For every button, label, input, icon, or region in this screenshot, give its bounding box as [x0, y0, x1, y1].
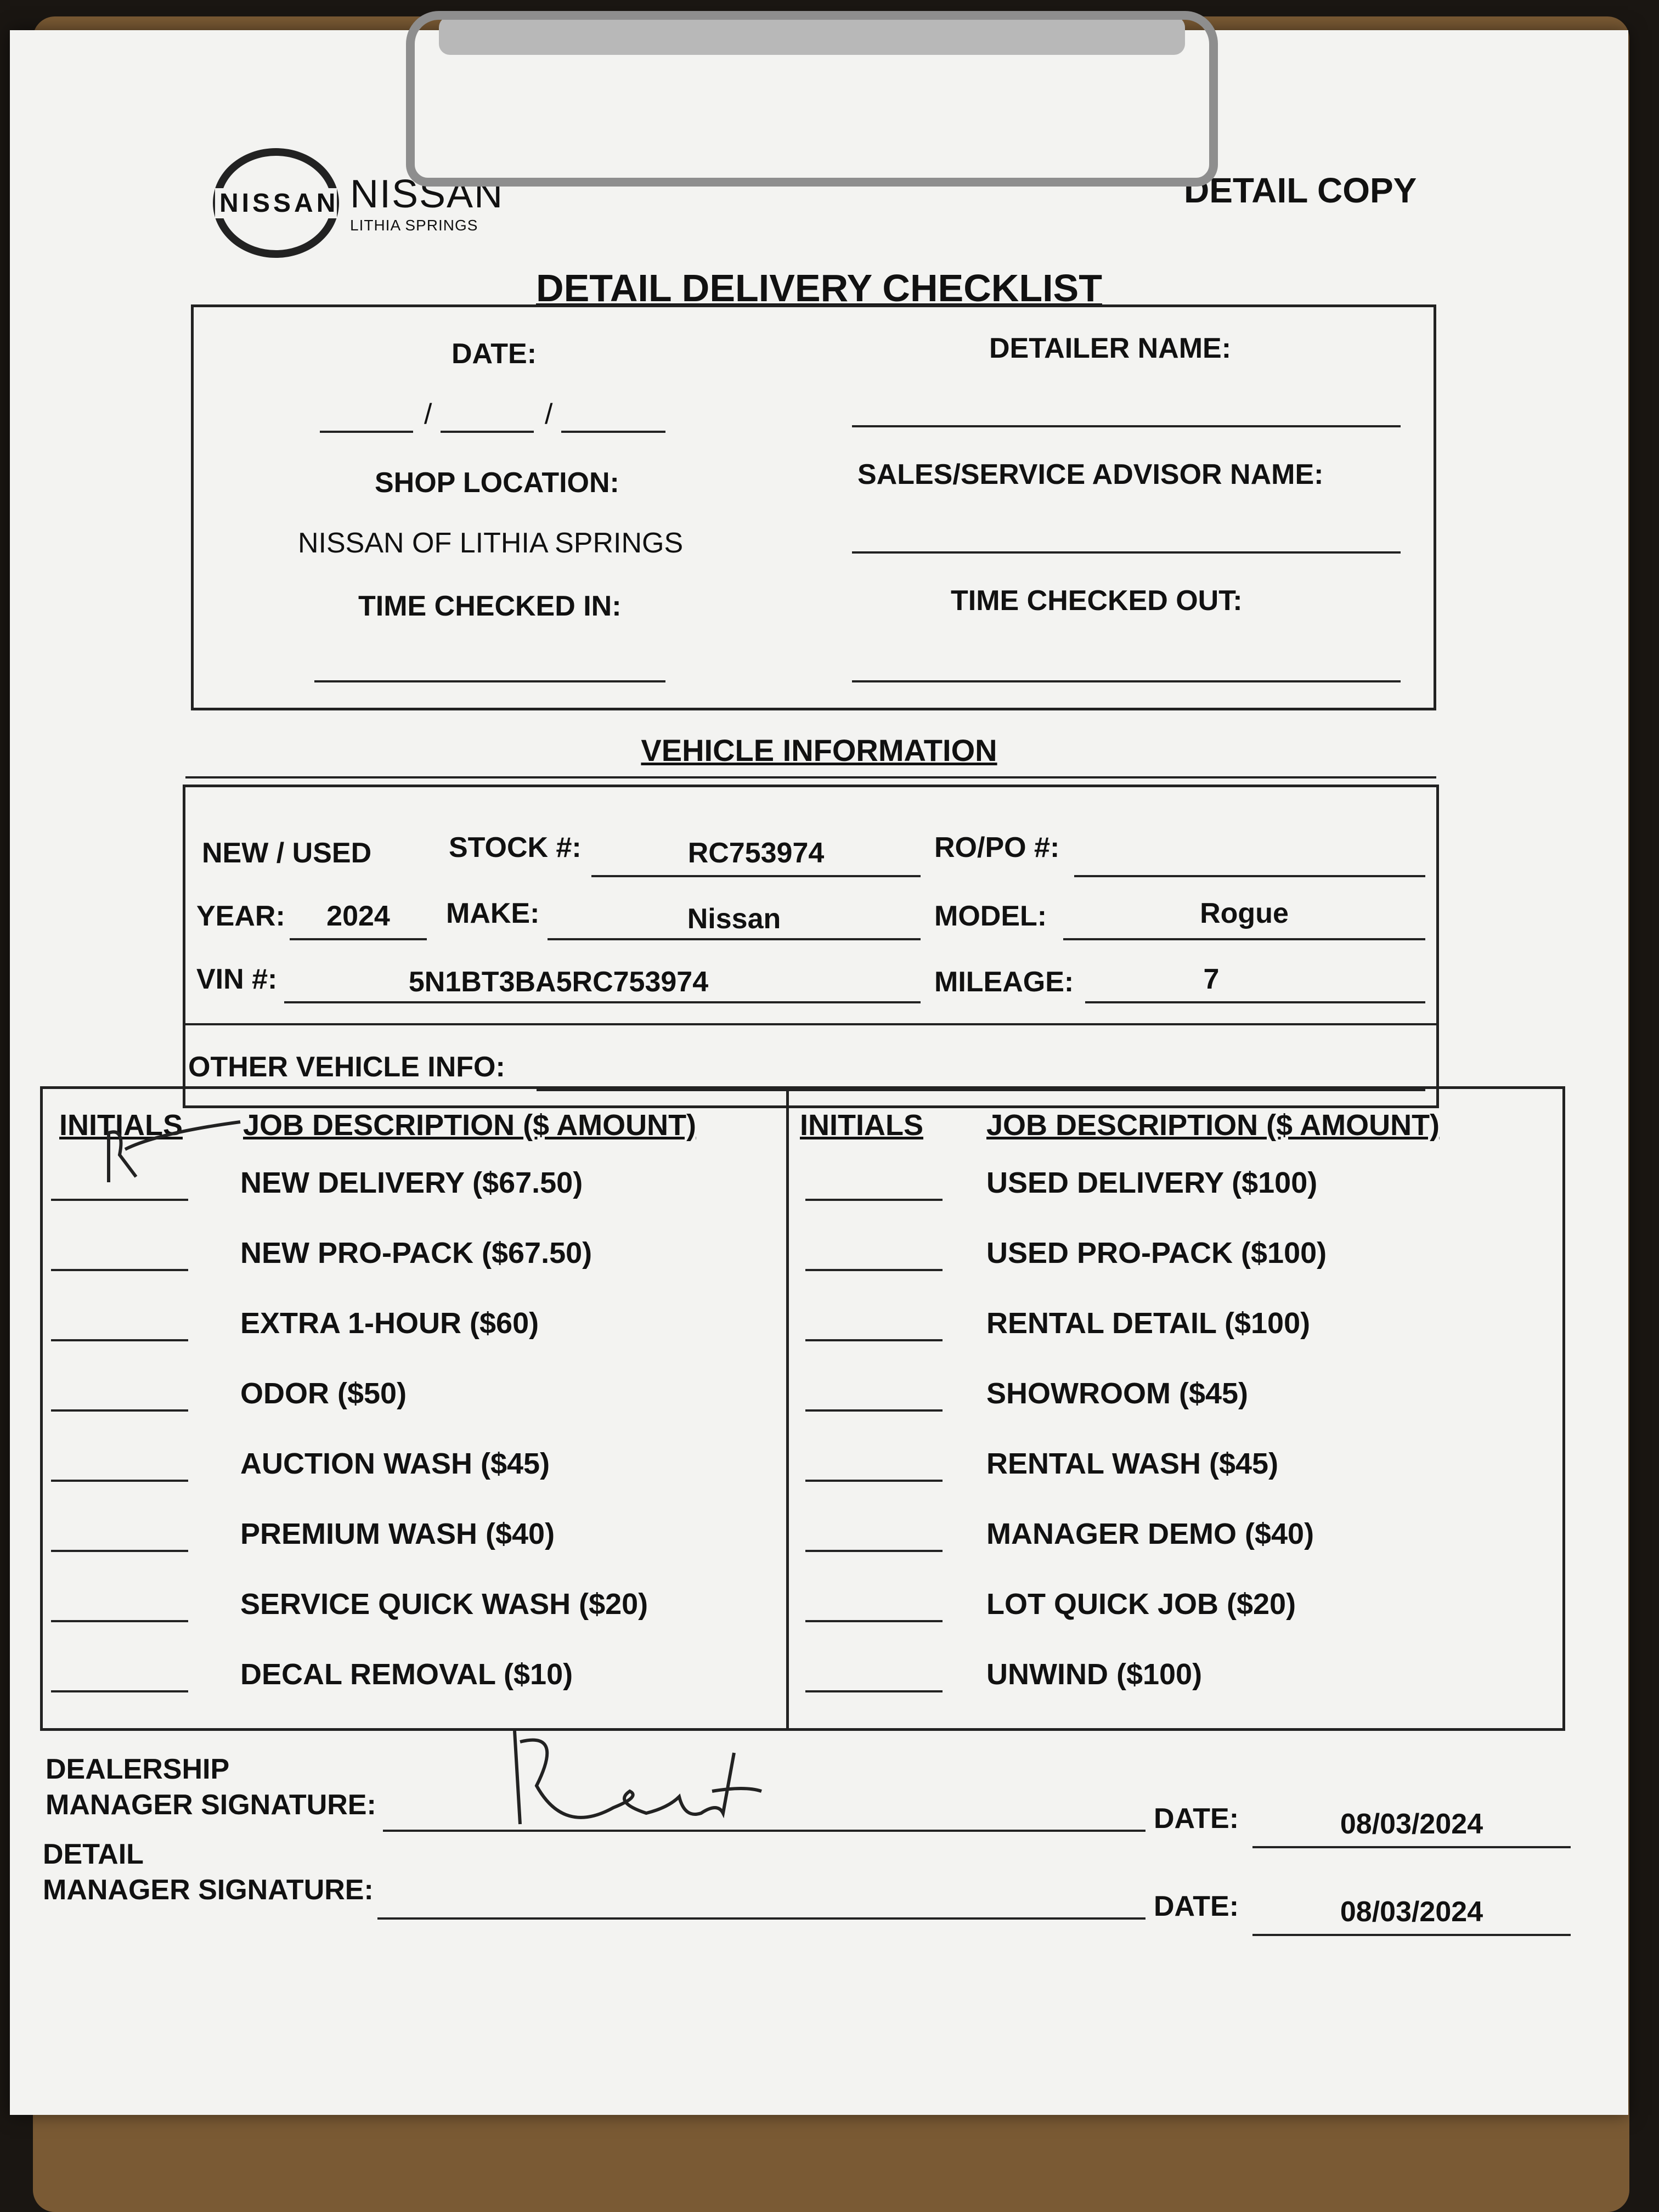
initials-line[interactable] [805, 1409, 943, 1412]
date-month-line[interactable] [320, 431, 413, 433]
job-item: RENTAL DETAIL ($100) [986, 1307, 1311, 1340]
other-info-label: OTHER VEHICLE INFO: [188, 1051, 505, 1083]
vehicle-section-title: VEHICLE INFORMATION [641, 733, 997, 768]
advisor-line[interactable] [852, 551, 1401, 554]
mileage-line[interactable] [1085, 1001, 1425, 1003]
model-value: Rogue [1200, 898, 1289, 929]
right-desc-header: JOB DESCRIPTION ($ AMOUNT) [986, 1109, 1440, 1142]
job-item: DECAL REMOVAL ($10) [240, 1658, 573, 1691]
initials-line[interactable] [51, 1339, 188, 1341]
job-item: RENTAL WASH ($45) [986, 1447, 1279, 1480]
dealership-label-2: MANAGER SIGNATURE: [46, 1789, 376, 1821]
time-in-label: TIME CHECKED IN: [358, 590, 622, 622]
initials-line[interactable] [805, 1339, 943, 1341]
ropo-label: RO/PO #: [934, 832, 1060, 864]
initials-line[interactable] [805, 1269, 943, 1271]
make-line[interactable] [548, 938, 921, 940]
checklist-paper [10, 30, 1628, 2115]
shop-label: SHOP LOCATION: [375, 467, 619, 499]
job-item: USED PRO-PACK ($100) [986, 1237, 1327, 1269]
vin-line[interactable] [284, 1001, 921, 1003]
initials-line[interactable] [805, 1550, 943, 1552]
date-separator: / [424, 398, 432, 430]
dealership-label-1: DEALERSHIP [46, 1753, 230, 1785]
initials-line[interactable] [51, 1409, 188, 1412]
section-divider [185, 776, 1436, 778]
detail-date-label: DATE: [1154, 1891, 1239, 1922]
time-out-line[interactable] [852, 680, 1401, 682]
mileage-value: 7 [1203, 963, 1220, 995]
ropo-line[interactable] [1074, 875, 1425, 877]
job-item: NEW DELIVERY ($67.50) [240, 1166, 583, 1199]
dealership-signature-icon [504, 1709, 789, 1841]
initials-line[interactable] [51, 1480, 188, 1482]
shop-value: NISSAN OF LITHIA SPRINGS [298, 527, 684, 559]
vehicle-divider [185, 1023, 1436, 1025]
brand-name: NISSAN [350, 172, 504, 216]
date-year-line[interactable] [561, 431, 665, 433]
initials-mark-icon [92, 1116, 257, 1199]
job-item: NEW PRO-PACK ($67.50) [240, 1237, 592, 1269]
mileage-label: MILEAGE: [934, 966, 1074, 998]
initials-line[interactable] [805, 1620, 943, 1622]
make-label: MAKE: [446, 898, 540, 929]
model-line[interactable] [1063, 938, 1425, 940]
jobs-column-divider [786, 1089, 789, 1731]
clipboard-clip [406, 11, 1218, 187]
year-value: 2024 [326, 900, 390, 932]
brand-sub: LITHIA SPRINGS [350, 217, 478, 234]
job-item: ODOR ($50) [240, 1377, 407, 1410]
initials-line[interactable] [805, 1199, 943, 1201]
date-separator: / [545, 398, 553, 430]
stock-value: RC753974 [687, 837, 825, 869]
info-box [191, 304, 1436, 710]
logo-text: NISSAN [215, 188, 337, 218]
year-label: YEAR: [196, 900, 285, 932]
vin-label: VIN #: [196, 963, 278, 995]
advisor-label: SALES/SERVICE ADVISOR NAME: [857, 459, 1324, 490]
make-value: Nissan [687, 903, 781, 935]
time-in-line[interactable] [314, 680, 665, 682]
detail-label-2: MANAGER SIGNATURE: [43, 1874, 374, 1906]
job-item: EXTRA 1-HOUR ($60) [240, 1307, 539, 1340]
job-item: USED DELIVERY ($100) [986, 1166, 1318, 1199]
initials-line[interactable] [805, 1690, 943, 1692]
vehicle-box [183, 785, 1439, 1108]
new-used-label: NEW / USED [202, 837, 372, 869]
job-item: LOT QUICK JOB ($20) [986, 1588, 1296, 1621]
job-item: PREMIUM WASH ($40) [240, 1517, 555, 1550]
initials-line[interactable] [51, 1199, 188, 1201]
page-title: DETAIL DELIVERY CHECKLIST [536, 267, 1102, 309]
job-item: MANAGER DEMO ($40) [986, 1517, 1314, 1550]
time-out-label: TIME CHECKED OUT: [951, 585, 1243, 617]
stock-line[interactable] [591, 875, 921, 877]
dealership-date-line[interactable] [1252, 1846, 1571, 1848]
detailer-line[interactable] [852, 425, 1401, 427]
dealership-date-label: DATE: [1154, 1803, 1239, 1835]
initials-line[interactable] [51, 1690, 188, 1692]
detail-signature-line[interactable] [377, 1917, 1146, 1920]
model-label: MODEL: [934, 900, 1047, 932]
initials-line[interactable] [51, 1269, 188, 1271]
copy-label: DETAIL COPY [1184, 171, 1417, 210]
detail-date-value: 08/03/2024 [1340, 1896, 1483, 1928]
job-item: AUCTION WASH ($45) [240, 1447, 550, 1480]
detail-label-1: DETAIL [43, 1838, 144, 1870]
initials-line[interactable] [51, 1620, 188, 1622]
jobs-table [40, 1086, 1565, 1731]
date-day-line[interactable] [441, 431, 534, 433]
job-item: UNWIND ($100) [986, 1658, 1203, 1691]
year-line[interactable] [290, 938, 427, 940]
job-item: SERVICE QUICK WASH ($20) [240, 1588, 648, 1621]
right-initials-header: INITIALS [800, 1109, 923, 1142]
job-item: SHOWROOM ($45) [986, 1377, 1249, 1410]
initials-line[interactable] [51, 1550, 188, 1552]
left-initials-header: INITIALS [59, 1109, 183, 1142]
left-desc-header: JOB DESCRIPTION ($ AMOUNT) [243, 1109, 697, 1142]
logo-ring-icon [213, 148, 339, 258]
detail-date-line[interactable] [1252, 1934, 1571, 1936]
vin-value: 5N1BT3BA5RC753974 [408, 966, 709, 998]
date-label: DATE: [452, 338, 537, 370]
dealership-date-value: 08/03/2024 [1340, 1808, 1483, 1840]
initials-line[interactable] [805, 1480, 943, 1482]
detailer-label: DETAILER NAME: [989, 332, 1232, 364]
stock-label: STOCK #: [449, 832, 582, 864]
